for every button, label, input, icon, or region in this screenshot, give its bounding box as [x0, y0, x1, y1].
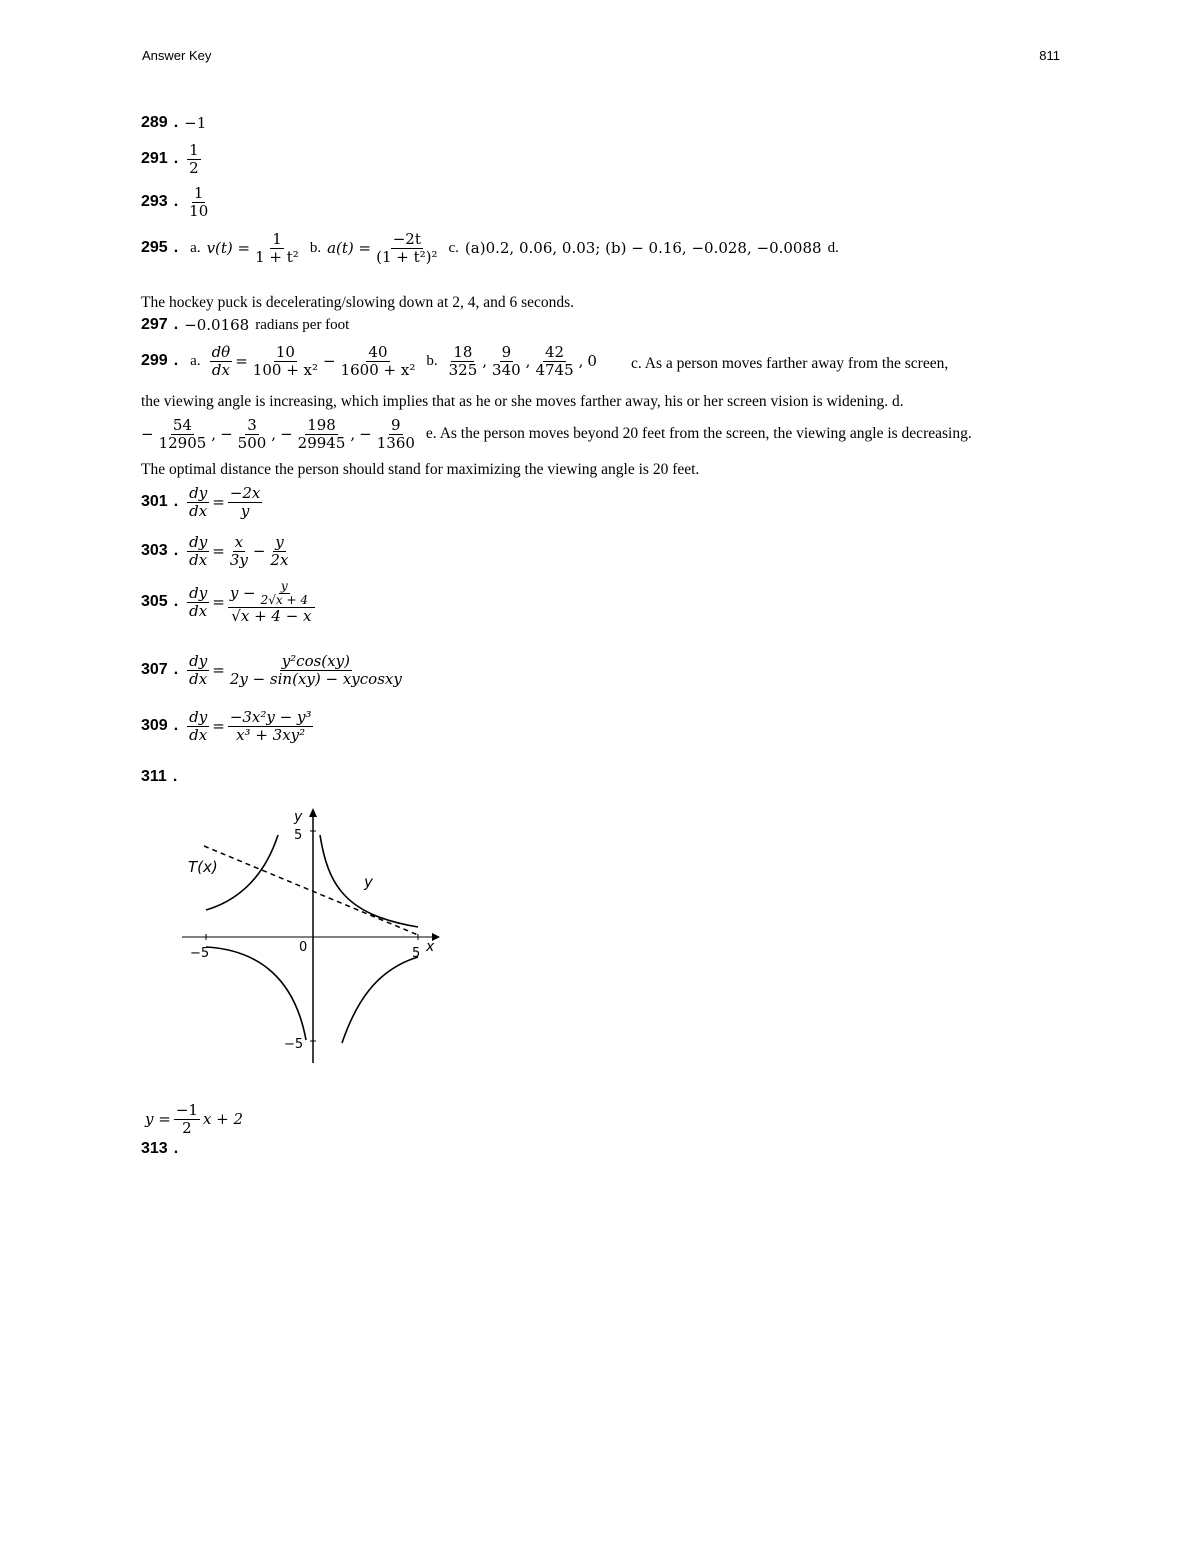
problem-number: 299 — [141, 352, 168, 369]
numerator: y²cos(xy) — [281, 652, 350, 670]
tangent-equation: y = $\frac{-1}{2}$ x + 2 — [145, 1101, 244, 1137]
denominator: dx — [211, 360, 230, 379]
problem-number: 309 — [141, 717, 168, 734]
denominator: dx — [189, 601, 208, 620]
dy-dx — [187, 653, 209, 687]
numerator: −3x²y − y³ — [229, 708, 312, 726]
b-value-3 — [533, 344, 575, 378]
numerator: dy — [189, 533, 208, 551]
numerator: dy — [189, 652, 208, 670]
answer-301: 301 . $\frac{dy}{dx}$ = $\frac{-2x}{y}$ — [141, 484, 261, 520]
denominator: 2 — [182, 1118, 192, 1137]
numerator: dy — [189, 584, 208, 603]
part-d-label: d. — [827, 239, 839, 256]
part-c-label: c. — [448, 239, 459, 256]
denominator: 4745 — [535, 360, 574, 379]
denominator: 29945 — [297, 433, 346, 452]
rhs-fraction — [228, 709, 314, 743]
answer-297: 297 . −0.0168 radians per foot — [141, 316, 350, 334]
y-axis-arrow — [309, 808, 317, 817]
dy-dx — [187, 709, 209, 743]
problem-number: 303 — [141, 542, 168, 559]
acceleration-lhs: a(t) = — [327, 239, 372, 257]
denominator: dx — [189, 725, 208, 744]
numerator: dy — [189, 708, 208, 726]
answer-313: 313 . — [141, 1140, 179, 1157]
answer-291: 291 . $\frac{1}{2}$ — [141, 141, 199, 177]
tick-y-bottom-label: −5 — [284, 1037, 304, 1052]
numerator: −2t — [392, 230, 421, 248]
denominator: 500 — [237, 433, 267, 452]
numerator: 198 — [307, 416, 336, 434]
numerator: 1 — [272, 230, 282, 248]
part-b-label: b. — [426, 352, 438, 369]
page-number: 811 — [1039, 48, 1060, 63]
part-a-label: a. — [190, 352, 201, 369]
acceleration-fraction — [374, 231, 439, 265]
denominator: √x + 4 − x — [231, 607, 312, 626]
velocity-lhs: v(t) = — [206, 239, 251, 257]
problem-number: 291 — [141, 150, 168, 167]
denominator: (1 + t²)² — [376, 247, 438, 266]
b-value-1 — [447, 344, 480, 378]
tangent-label: T(x) — [188, 858, 218, 876]
answer-309: 309 . $\frac{dy}{dx}$ = $\frac{\text{−3x²y − y³}}{\text{x³ + 3xy²}}$ — [141, 708, 312, 744]
problem-number: 311 — [141, 768, 167, 785]
denominator: 340 — [492, 360, 521, 379]
graph-311 — [170, 805, 450, 1070]
answer-289: 289 . −1 — [141, 114, 207, 132]
denominator: 2y − sin(xy) − xycosxy — [229, 669, 402, 688]
numerator: −2x — [229, 484, 261, 502]
denominator: 2x — [270, 550, 289, 569]
answer-293: 293 . $\frac{1}{10}$ — [141, 184, 209, 220]
denominator: y — [240, 501, 250, 520]
y-axis-label: y — [294, 809, 303, 825]
numerator: 18 — [453, 343, 473, 361]
velocity-fraction — [253, 231, 301, 265]
curve-lower-left — [206, 947, 306, 1040]
conclusion-text: The optimal distance the person should stand for maximizing the viewing angle is 20 feet. — [141, 461, 700, 478]
denominator: 2√x + 4 — [260, 593, 308, 608]
denominator: 3y — [229, 550, 248, 569]
rhs-fraction — [228, 653, 404, 687]
problem-number: 289 — [141, 114, 168, 131]
problem-number: 307 — [141, 661, 168, 678]
answer-311: 311 . — [141, 768, 178, 785]
numerator: y — [275, 533, 284, 551]
curve-lower-right — [342, 957, 418, 1043]
dy-dx — [187, 534, 209, 568]
answer-299: 299 . a. $\frac{d\theta}{dx}$ = $\frac{10}{\text{100 + x²}}$ − $\frac{40}{\text{1600 + x²}}$ b. $\frac{18}{325}$ , $\frac{9}{340}$ , $\frac{42}{4745}$ , 0 — [141, 343, 597, 379]
problem-number: 305 — [141, 593, 168, 611]
answer-fraction — [187, 142, 201, 176]
numerator: dθ — [211, 343, 231, 361]
tangent-line — [204, 846, 418, 935]
numerator: 54 — [172, 416, 192, 434]
running-header-title: Answer Key — [142, 48, 212, 63]
problem-number: 301 — [141, 493, 168, 510]
curve-label: y — [364, 873, 373, 891]
numerator: −1 — [175, 1101, 198, 1119]
numerator: 10 — [275, 343, 295, 361]
denominator: 1360 — [376, 433, 415, 452]
compound-fraction — [228, 580, 315, 625]
b-value-4: 0 — [587, 352, 597, 370]
term-1-fraction — [228, 534, 250, 568]
slope-fraction — [174, 1102, 200, 1136]
denominator: 12905 — [158, 433, 207, 452]
numerator: 9 — [501, 343, 512, 361]
denominator: 325 — [448, 360, 478, 379]
origin-label: 0 — [299, 940, 308, 955]
d-value-1 — [157, 417, 209, 451]
numerator: 1 — [189, 141, 199, 159]
answer-303: 303 . $\frac{dy}{dx}$ = $\frac{x}{3y}$ − $\frac{y}{2x}$ — [141, 533, 289, 569]
dy-dx — [187, 485, 209, 519]
tick-x-left-label: −5 — [190, 946, 210, 961]
problem-number: 297 — [141, 316, 168, 333]
numerator: 9 — [391, 416, 401, 434]
numerator: 40 — [368, 343, 388, 361]
denominator: 1 + t² — [255, 247, 299, 266]
denominator: 100 + x² — [252, 360, 319, 379]
answer-value: −0.0168 — [184, 316, 250, 334]
denominator: 10 — [189, 201, 209, 220]
answer-305: 305 . $\frac{dy}{dx}$ = y − $\frac{y}{2√x + 4}$ √x + 4 − x — [141, 580, 318, 625]
part-a-label: a. — [190, 239, 201, 256]
part-b-label: b. — [309, 239, 322, 256]
numerator: 1 — [193, 184, 204, 202]
dy-dx — [187, 585, 209, 619]
answer-299-parts-d-e: − $\frac{54}{12905}$ , − $\frac{3}{500}$ , − $\frac{198}{29945}$ , − $\frac{9}{1360}$ e. As the person moves beyond 20 feet from the screen, the viewing angle is decreasing. — [141, 416, 972, 452]
numerator: y — [280, 579, 288, 593]
answer-fraction — [187, 185, 210, 219]
d-value-4 — [375, 417, 417, 451]
denominator: x³ + 3xy² — [236, 725, 306, 744]
numerator: dy — [189, 484, 208, 502]
denominator: dx — [189, 550, 208, 569]
denominator: 1600 + x² — [340, 360, 416, 379]
term-2-fraction — [268, 534, 290, 568]
part-d-text: The hockey puck is decelerating/slowing down at 2, 4, and 6 seconds. — [141, 294, 575, 311]
answer-307: 307 . $\frac{dy}{dx}$ = $\frac{\text{y²cos(xy)}}{\text{2y − sin(xy) − xycosxy}}$ — [141, 652, 402, 688]
tick-y-top-label: 5 — [294, 828, 303, 843]
d-value-3 — [296, 417, 348, 451]
x-axis-label: x — [426, 939, 435, 955]
part-c-values: (a)0.2, 0.06, 0.03; (b) − 0.16, −0.028, −0.0088 — [464, 239, 822, 257]
d-value-2 — [236, 417, 269, 451]
part-c-text-start — [631, 355, 1059, 374]
part-e-text: e. As the person moves beyond 20 feet from the screen, the viewing angle is decreasing. — [425, 425, 972, 442]
numerator: 42 — [545, 343, 565, 361]
derivative-dtheta-dx — [210, 344, 233, 378]
rhs-fraction — [228, 485, 263, 519]
inner-fraction — [259, 580, 310, 607]
numerator: 3 — [247, 416, 257, 434]
numerator: x — [234, 533, 244, 551]
answer-unit: radians per foot — [255, 316, 350, 333]
part-c-text: c. As a person moves farther away from the screen, — [631, 355, 949, 372]
tick-x-right-label: 5 — [412, 946, 421, 961]
b-value-2 — [490, 344, 523, 378]
part-c-text-wrap: the viewing angle is increasing, which implies that as he or she moves farther away, his or her screen vision is widening. d. — [141, 393, 904, 410]
denominator: 2 — [189, 158, 199, 177]
denominator: dx — [189, 669, 208, 688]
problem-number: 295 — [141, 239, 168, 256]
denominator: dx — [189, 501, 208, 520]
part-c-text-continuation — [141, 393, 1059, 412]
problem-number: 293 — [141, 193, 168, 210]
term-1-fraction — [251, 344, 320, 378]
term-2-fraction — [339, 344, 418, 378]
answer-295: 295 . a. v(t) = $\frac{1}{\text{1 + t²}}$ b. a(t) = $\frac{-2t}{\text{(1 + t²)²}}$ c. (a)0.2, 0.06, 0.03; (b) − 0.16, −0.028, −0.0088 d. — [141, 230, 839, 266]
answer-value: −1 — [184, 114, 207, 132]
compound-numerator: y − $\frac{y}{2√x + 4}$ — [228, 580, 315, 608]
problem-number: 313 — [141, 1140, 168, 1157]
